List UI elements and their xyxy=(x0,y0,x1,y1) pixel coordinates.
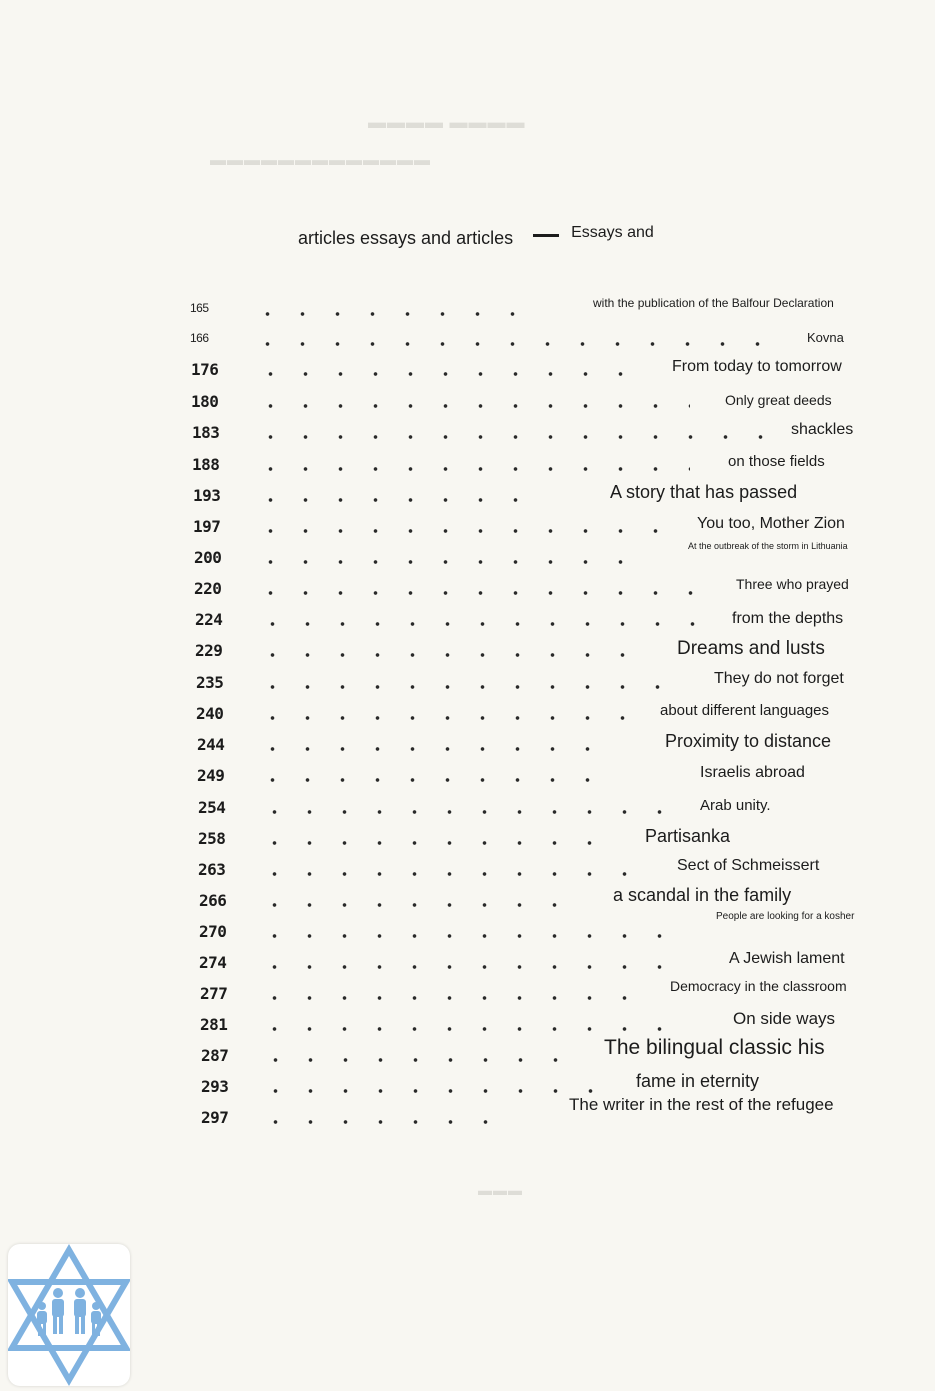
toc-entry[interactable] xyxy=(0,950,935,979)
page-number: 188 xyxy=(192,455,220,474)
dot-leader xyxy=(255,621,720,627)
entry-title: shackles xyxy=(791,421,854,438)
toc-entry[interactable] xyxy=(0,857,935,886)
toc-entry[interactable] xyxy=(0,670,935,699)
dot-leader xyxy=(253,434,780,440)
page-number: 183 xyxy=(192,423,220,442)
dot-leader xyxy=(253,403,690,409)
dot-leader xyxy=(250,341,785,347)
toc-entry[interactable] xyxy=(0,576,935,605)
toc-entry[interactable] xyxy=(0,330,935,356)
entry-title: Partisanka xyxy=(645,826,731,846)
dot-leader xyxy=(255,746,615,752)
entry-title: Arab unity. xyxy=(700,797,771,814)
page-number: 263 xyxy=(198,860,226,879)
dot-leader xyxy=(250,311,545,317)
entry-title: about different languages xyxy=(660,702,830,719)
dot-leader xyxy=(253,371,650,377)
entry-title: a scandal in the family xyxy=(613,885,792,905)
toc-entry[interactable] xyxy=(0,360,935,386)
dot-leader xyxy=(258,1057,585,1063)
page-number: 244 xyxy=(197,735,225,754)
bleed-through-line: ▬▬▬▬ ▬▬▬▬ xyxy=(368,112,526,132)
entry-title: fame in eternity xyxy=(636,1071,760,1091)
dot-leader xyxy=(258,1088,620,1094)
dot-leader xyxy=(257,902,580,908)
entry-title: Kovna xyxy=(807,330,844,345)
dot-leader xyxy=(257,809,690,815)
page-number: 193 xyxy=(193,486,221,505)
entry-title: Israelis abroad xyxy=(700,764,805,781)
heading-left: articles essays and articles xyxy=(298,228,514,248)
toc-entry[interactable] xyxy=(0,517,935,543)
entry-title: From today to tomorrow xyxy=(672,358,842,375)
page-number: 229 xyxy=(195,641,223,660)
star-of-david-family-icon xyxy=(8,1244,130,1386)
page-number: 180 xyxy=(191,392,219,411)
page-number: 287 xyxy=(201,1046,229,1065)
page-number: 200 xyxy=(194,548,222,567)
toc-entry[interactable] xyxy=(0,766,935,792)
bleed-through-line: ▬▬▬ xyxy=(478,1184,523,1199)
page-number: 176 xyxy=(191,360,219,379)
toc-entry[interactable] xyxy=(0,392,935,418)
toc-entry[interactable] xyxy=(0,911,935,948)
entry-title: with the publication of the Balfour Declaration xyxy=(593,296,834,310)
page-number: 224 xyxy=(195,610,223,629)
page-number: 293 xyxy=(201,1077,229,1096)
page-number: 165 xyxy=(190,301,209,315)
entry-title: Sect of Schmeissert xyxy=(677,857,820,874)
entry-title: A story that has passed xyxy=(610,482,798,502)
entry-title: On side ways xyxy=(733,1009,836,1028)
page-number: 266 xyxy=(199,891,227,910)
entry-title: At the outbreak of the storm in Lithuania xyxy=(688,541,848,551)
page-number: 274 xyxy=(199,953,227,972)
page-number: 220 xyxy=(194,579,222,598)
toc-entry[interactable] xyxy=(0,638,935,667)
dot-leader xyxy=(253,559,650,565)
dot-leader xyxy=(253,528,685,534)
page-number: 235 xyxy=(196,673,224,692)
toc-entry[interactable] xyxy=(0,541,935,574)
page-number: 249 xyxy=(197,766,225,785)
page-number: 258 xyxy=(198,829,226,848)
page-number: 197 xyxy=(193,517,221,536)
page-number: 277 xyxy=(200,984,228,1003)
entry-title: The writer in the rest of the refugee xyxy=(569,1095,834,1114)
entry-title: from the depths xyxy=(732,610,844,627)
dot-leader xyxy=(257,933,685,939)
entry-title: Three who prayed xyxy=(736,576,849,592)
toc-entry[interactable] xyxy=(0,826,935,855)
page-number: 240 xyxy=(196,704,224,723)
entry-title: A Jewish lament xyxy=(729,950,845,967)
toc-entry[interactable] xyxy=(0,296,935,326)
page-number: 297 xyxy=(201,1108,229,1127)
dot-leader xyxy=(255,652,650,658)
entry-title: Proximity to distance xyxy=(665,731,832,751)
toc-entry[interactable] xyxy=(0,731,935,761)
toc-entry[interactable] xyxy=(0,798,935,824)
toc-entry[interactable] xyxy=(0,423,935,449)
dot-leader xyxy=(257,840,615,846)
entry-title: People are looking for a kosher xyxy=(716,911,855,922)
page-number: 281 xyxy=(200,1015,228,1034)
dot-leader xyxy=(255,715,650,721)
dot-leader xyxy=(253,466,690,472)
entry-title: Dreams and lusts xyxy=(677,638,825,659)
dot-leader xyxy=(255,684,690,690)
dot-leader xyxy=(253,590,720,596)
toc-entry[interactable] xyxy=(0,1036,935,1072)
toc-entry[interactable] xyxy=(0,482,935,512)
dot-leader xyxy=(257,964,685,970)
toc-entry[interactable] xyxy=(0,704,935,730)
page-number: 254 xyxy=(198,798,226,817)
dot-leader xyxy=(258,1119,515,1125)
dot-leader xyxy=(257,1026,685,1032)
toc-entry[interactable] xyxy=(0,455,935,481)
entry-title: They do not forget xyxy=(714,670,844,687)
dot-leader xyxy=(257,995,650,1001)
dot-leader xyxy=(255,777,615,783)
page-number: 166 xyxy=(190,331,209,345)
toc-entry[interactable] xyxy=(0,610,935,636)
entry-title: You too, Mother Zion xyxy=(697,515,845,532)
toc-entry[interactable] xyxy=(0,978,935,1010)
bleed-through-line: ▬▬▬▬▬▬▬▬▬▬▬▬▬ xyxy=(210,152,431,169)
dot-leader xyxy=(253,497,545,503)
entry-title: Democracy in the classroom xyxy=(670,978,847,994)
heading-right: Essays and xyxy=(571,224,654,241)
page-number: 270 xyxy=(199,922,227,941)
entry-title: on those fields xyxy=(728,453,825,470)
dot-leader xyxy=(257,871,650,877)
entry-title: The bilingual classic his xyxy=(604,1036,825,1059)
toc-entry[interactable] xyxy=(0,1095,935,1134)
entry-title: Only great deeds xyxy=(725,392,832,408)
